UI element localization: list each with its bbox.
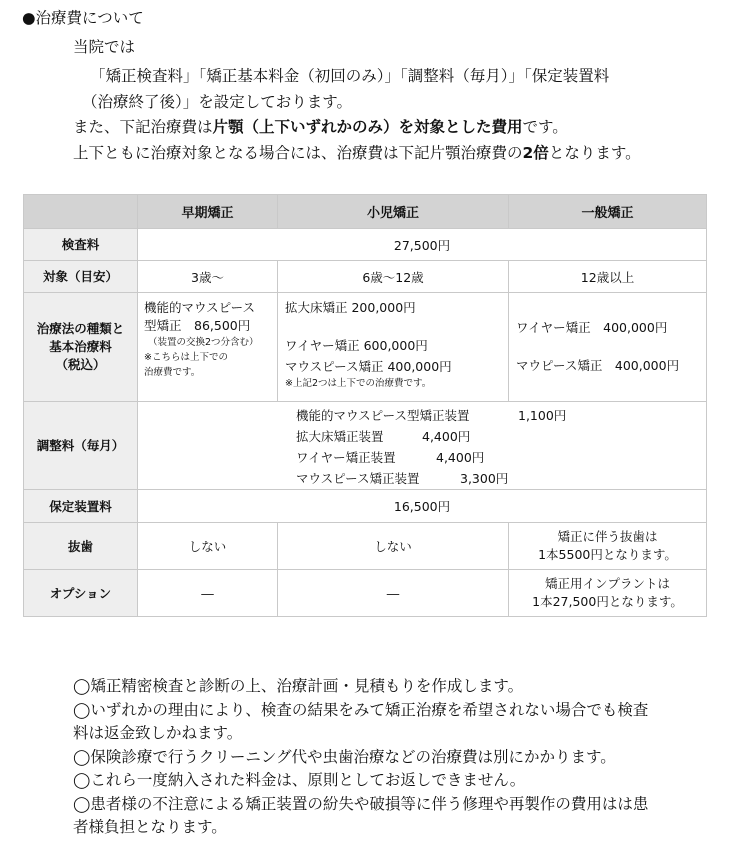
extraction-general [509,523,707,570]
treatment-label-1: 治療法の種類と [36,321,125,336]
note-line-1: ◯矯正精密検査と診断の上、治療計画・見積もりを作成します。 [73,677,524,695]
treatment-early-note-1: （装置の交換2つ分含む） [148,337,259,348]
intro-line-4 [73,117,568,137]
treatment-child-line-1: 拡大床矯正 200,000円 [285,300,416,315]
treatment-label-3: （税込） [55,357,106,372]
extraction-general-line-1: 矯正に伴う抜歯は [557,529,658,544]
adjust-name-3: ワイヤー矯正装置 [296,450,396,465]
intro-line-4-bold: 片顎（上下いずれかのみ）を対象とした費用 [212,118,523,136]
intro-line-5-bold: 2倍 [522,144,549,162]
header-general: 一般矯正 [509,195,707,229]
target-child: 6歳〜12歳 [278,261,509,293]
adjust-name-2: 拡大床矯正装置 [296,429,384,444]
option-general [509,570,707,617]
notes-list [73,675,713,840]
target-general: 12歳以上 [509,261,707,293]
section-title: ●治療費について [22,9,144,27]
treatment-early-line-1: 機能的マウスピース [144,300,256,315]
extraction-early: しない [138,523,278,570]
note-line-2: ◯いずれかの理由により、検査の結果をみて矯正治療を希望されない場合でも検査 [73,700,649,719]
extraction-child: しない [278,523,509,570]
adjust-price-3: 4,400円 [436,450,485,465]
header-child: 小児矯正 [278,195,509,229]
treatment-general [509,293,707,402]
intro-line-5 [73,143,641,163]
table-row-exam [24,229,707,261]
intro-line-2: 「矯正検査料」「矯正基本料金（初回のみ）」「調整料（毎月）」「保定装置料 [90,67,610,85]
row-label-retainer: 保定装置料 [24,490,138,523]
header-early: 早期矯正 [138,195,278,229]
adjust-price-4: 3,300円 [460,471,509,486]
table-row-target [24,261,707,293]
option-early: ― [138,570,278,617]
treatment-label-2: 基本治療料 [49,339,112,354]
treatment-child [278,293,509,402]
note-line-3: 料は返金致しかねます。 [73,724,243,742]
treatment-general-line-1: ワイヤー矯正 400,000円 [516,320,668,335]
treatment-early-note-3: 治療費です。 [144,367,201,378]
row-label-extraction: 抜歯 [24,523,138,570]
row-label-adjust: 調整料（毎月） [24,402,138,490]
treatment-child-line-2: ワイヤー矯正 600,000円 [285,338,428,353]
treatment-child-note: ※上記2つは上下での治療費です。 [285,378,432,389]
row-label-target: 対象（目安） [24,261,138,293]
table-row-retainer [24,490,707,523]
adjust-name-4: マウスピース矯正装置 [296,471,420,486]
note-line-7: 者様負担となります。 [73,818,227,836]
note-line-6: ◯患者様の不注意による矯正装置の紛失や破損等に伴う修理や再製作の費用はは患 [73,794,649,813]
extraction-general-line-2: 1本5500円となります。 [538,547,677,562]
note-line-4: ◯保険診療で行うクリーニング代や虫歯治療などの治療費は別にかかります。 [73,747,616,766]
intro-line-4-c: です。 [522,118,568,136]
treatment-early-line-2: 型矯正 86,500円 [144,318,251,333]
exam-fee: 27,500円 [138,229,707,261]
row-label-exam: 検査料 [24,229,138,261]
intro-line-4-a: また、下記治療費は [73,118,213,136]
row-label-option: オプション [24,570,138,617]
option-general-line-1: 矯正用インプラントは [544,576,670,591]
treatment-early-note-2: ※こちらは上下での [144,352,228,363]
treatment-early [138,293,278,402]
adjust-price-2: 4,400円 [422,429,471,444]
treatment-general-line-2: マウピース矯正 400,000円 [516,358,680,373]
intro-line-5-a: 上下ともに治療対象となる場合には、治療費は下記片顎治療費の [73,144,523,162]
option-child: ― [278,570,509,617]
option-general-line-2: 1本27,500円となります。 [532,594,683,609]
treatment-child-line-3: マウスピース矯正 400,000円 [285,359,452,374]
table-row-option [24,570,707,617]
table-header-row [24,195,707,229]
intro-line-1: 当院では [73,38,136,56]
fee-table [23,194,707,617]
intro-line-5-c: となります。 [548,144,641,162]
retainer-fee: 16,500円 [138,490,707,523]
header-corner [24,195,138,229]
intro-line-3: （治療終了後）」を設定しております。 [82,93,353,111]
table-row-extraction [24,523,707,570]
note-line-5: ◯これら一度納入された料金は、原則としてお返しできません。 [73,771,526,789]
adjust-items [138,402,707,490]
target-early: 3歳〜 [138,261,278,293]
table-row-adjust [24,402,707,490]
row-label-treatment [24,293,138,402]
adjust-name-1: 機能的マウスピース型矯正装置 [296,408,470,423]
table-row-treatment [24,293,707,402]
adjust-price-1: 1,100円 [518,408,567,423]
